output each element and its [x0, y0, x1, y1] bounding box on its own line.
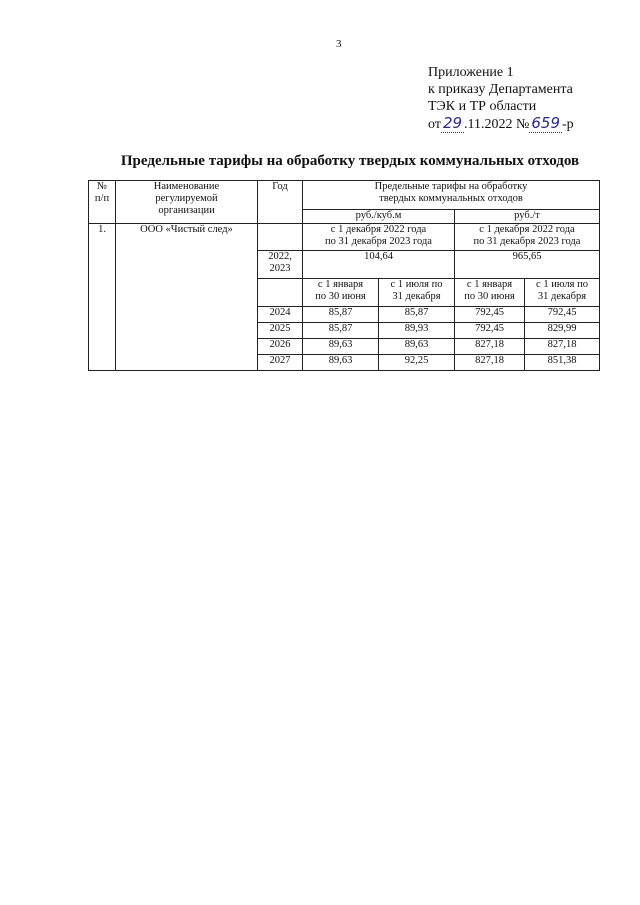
value-t-2022-2023: 965,65	[455, 251, 600, 279]
m3-h1-cell: 89,63	[303, 355, 379, 371]
t-h1-cell: 792,45	[455, 307, 525, 323]
t-h2-cell: 827,18	[525, 339, 600, 355]
m3-h1-cell: 85,87	[303, 323, 379, 339]
tariffs-table	[88, 180, 600, 371]
t-h2-cell: 829,99	[525, 323, 600, 339]
m3-h2-cell: 89,63	[379, 339, 455, 355]
year-cell: 2027	[258, 355, 303, 371]
t-h2-cell: 851,38	[525, 355, 600, 371]
order-day-handwritten: 29	[442, 114, 463, 132]
order-date-rest: .11.2022 №	[464, 117, 530, 132]
period-t-cell	[455, 224, 600, 251]
t-h1-cell: 827,18	[455, 355, 525, 371]
order-line	[428, 115, 574, 133]
t-h2-cell: 792,45	[525, 307, 600, 323]
header-unit-t: руб./т	[455, 210, 600, 224]
period-t-text: с 1 декабря 2022 года по 31 декабря 2023 года	[473, 224, 581, 247]
t-h1-cell: 827,18	[455, 339, 525, 355]
m3-h2-cell: 85,87	[379, 307, 455, 323]
appendix-line-3: ТЭК и ТР области	[428, 99, 537, 114]
appendix-line-1: Приложение 1	[428, 65, 514, 80]
order-prefix: от	[428, 117, 441, 132]
half1-t-text: с 1 января по 30 июня	[464, 279, 515, 302]
t-h1-cell: 792,45	[455, 323, 525, 339]
m3-h1-cell: 85,87	[303, 307, 379, 323]
appendix-line-2: к приказу Департамента	[428, 82, 573, 97]
half2-t-header	[525, 279, 600, 307]
period-m3-text: с 1 декабря 2022 года по 31 декабря 2023 года	[325, 224, 432, 247]
year-empty-cell-2	[258, 279, 303, 307]
header-org-text: Наименование регулируемой организации	[153, 181, 220, 216]
year-2022-2023-cell	[258, 251, 303, 279]
order-number-handwritten: 659	[531, 114, 561, 132]
half1-t-header	[455, 279, 525, 307]
row-num-cell: 1.	[89, 224, 116, 371]
document-title: Предельные тарифы на обработку твердых коммунальных отходов	[120, 153, 580, 169]
header-tariffs-text: Предельные тарифы на обработку твердых коммунальных отходов	[374, 181, 528, 204]
year-empty-cell	[258, 224, 303, 251]
half2-m3-header	[379, 279, 455, 307]
header-year-text: Год	[272, 181, 288, 192]
half1-m3-header	[303, 279, 379, 307]
value-m3-2022-2023: 104,64	[303, 251, 455, 279]
header-org	[116, 181, 258, 224]
header-num	[89, 181, 116, 224]
org-name-cell: ООО «Чистый след»	[116, 224, 258, 371]
header-tariffs	[303, 181, 600, 210]
m3-h1-cell: 89,63	[303, 339, 379, 355]
m3-h2-cell: 92,25	[379, 355, 455, 371]
half2-t-text: с 1 июля по 31 декабря	[536, 279, 588, 302]
m3-h2-cell: 89,93	[379, 323, 455, 339]
header-year	[258, 181, 303, 224]
year-cell: 2024	[258, 307, 303, 323]
half1-m3-text: с 1 января по 30 июня	[315, 279, 366, 302]
order-suffix: -р	[562, 117, 574, 132]
year-cell: 2025	[258, 323, 303, 339]
period-m3-cell	[303, 224, 455, 251]
header-num-text: № п/п	[94, 181, 110, 204]
appendix-header	[428, 64, 574, 133]
year-2022-2023-text: 2022, 2023	[268, 251, 292, 274]
header-unit-m3: руб./куб.м	[303, 210, 455, 224]
half2-m3-text: с 1 июля по 31 декабря	[390, 279, 443, 302]
page-number: 3	[336, 38, 342, 50]
year-cell: 2026	[258, 339, 303, 355]
